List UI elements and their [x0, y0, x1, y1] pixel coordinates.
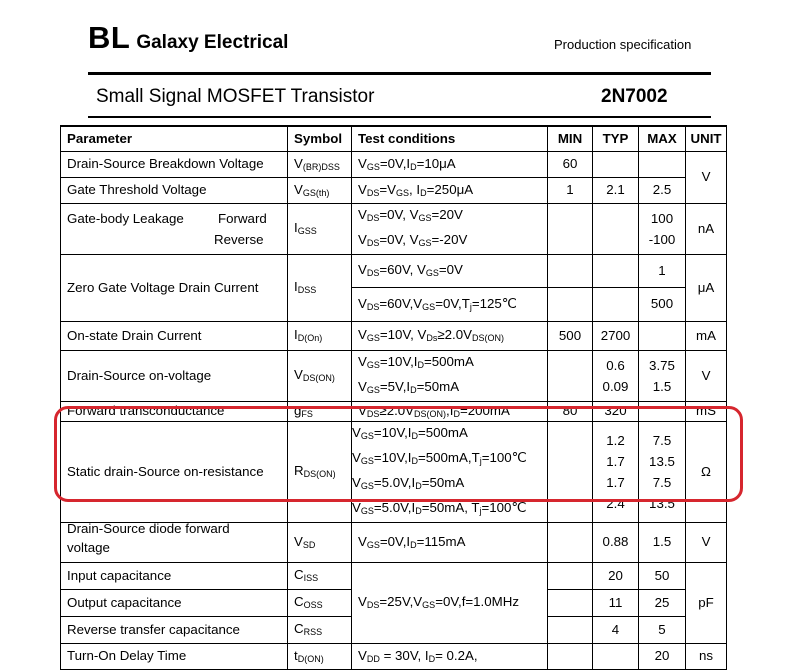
- max-cell: [639, 321, 686, 350]
- col-header-max: MAX: [639, 126, 686, 151]
- part-number: 2N7002: [601, 86, 668, 107]
- condition-cell: $V_{DS}=0V$, $V_{GS}=20V$ $V_{DS}=0V$, $V_{GS}=-20V$: [352, 203, 548, 254]
- typ-cell: 0.6 0.09: [593, 350, 639, 401]
- min-cell: 80: [548, 401, 593, 421]
- symbol-cell: $V_{(BR)DSS}$: [288, 151, 352, 177]
- max-cell: 20: [639, 643, 686, 669]
- unit-cell: V: [686, 522, 727, 562]
- typ-cell: [593, 203, 639, 254]
- header-rule-bottom: [88, 116, 711, 118]
- table-row-vdson: [61, 350, 727, 401]
- max-cell: 50: [639, 562, 686, 589]
- param-cell: Zero Gate Voltage Drain Current: [61, 254, 288, 321]
- max-cell: 500: [639, 287, 686, 321]
- unit-cell: mA: [686, 321, 727, 350]
- unit-cell: V: [686, 350, 727, 401]
- param-cell: Drain-Source Breakdown Voltage: [61, 151, 288, 177]
- max-cell: 5: [639, 616, 686, 643]
- typ-cell: 2.1: [593, 177, 639, 203]
- condition-cell: $V_{GS}=0V,I_D=10\mu A$: [352, 151, 548, 177]
- typ-cell: 4: [593, 616, 639, 643]
- table-row-vgsth: [61, 177, 727, 203]
- condition-cell: $V_{GS}=10V,I_D=500mA$ $V_{GS}=10V,I_D=500mA,T_j=100℃$ $V_{GS}=5.0V,I_D=50mA$ $V_{GS}=5.0V,I_D=50mA$, $T_j=100℃$: [352, 421, 548, 522]
- condition-cell: $V_{DS}=60V$, $V_{GS}=0V$: [352, 254, 548, 287]
- symbol-cell: $I_{DSS}$: [288, 254, 352, 321]
- unit-cell: μA: [686, 254, 727, 321]
- typ-cell: 11: [593, 589, 639, 616]
- symbol-cell: $C_{OSS}$: [288, 589, 352, 616]
- min-cell: [548, 522, 593, 562]
- symbol-cell: $C_{ISS}$: [288, 562, 352, 589]
- unit-cell: nA: [686, 203, 727, 254]
- typ-cell: [593, 643, 639, 669]
- condition-cell: $V_{DS}=60V,V_{GS}=0V,T_j=125℃$: [352, 287, 548, 321]
- min-cell: [548, 287, 593, 321]
- condition-cell: $V_{DS}\ge 2.0V_{DS(ON)},I_D=200mA$: [352, 401, 548, 421]
- symbol-cell: $I_{D(On)}$: [288, 321, 352, 350]
- table-row-idon: [61, 321, 727, 350]
- max-cell: 3.75 1.5: [639, 350, 686, 401]
- brand-short: BL: [88, 20, 131, 55]
- max-cell: 7.5 13.5 7.5 13.5: [639, 421, 686, 522]
- param-cell: [61, 203, 288, 254]
- header-rule-top: [88, 72, 711, 75]
- param-cell: Gate Threshold Voltage: [61, 177, 288, 203]
- typ-cell: 1.2 1.7 1.7 2.4: [593, 421, 639, 522]
- condition-cell: $V_{GS}=10V$, $V_{Ds}\ge 2.0V_{DS(ON)}$: [352, 321, 548, 350]
- min-cell: 60: [548, 151, 593, 177]
- spec-status: Production specification: [554, 37, 692, 52]
- param-cell: Turn-On Delay Time: [61, 643, 288, 669]
- condition-cell: $V_{GS}=0V,I_D=115mA$: [352, 522, 548, 562]
- param-cell: Drain-Source diode forward voltage: [61, 522, 288, 562]
- param-cell: Drain-Source on-voltage: [61, 350, 288, 401]
- symbol-cell: $g_{FS}$: [288, 401, 352, 421]
- max-cell: 1.5: [639, 522, 686, 562]
- typ-cell: 2700: [593, 321, 639, 350]
- col-header-min: MIN: [548, 126, 593, 151]
- symbol-cell: $V_{DS(ON)}$: [288, 350, 352, 401]
- symbol-cell: $t_{D(ON)}$: [288, 643, 352, 669]
- col-header-symbol: Symbol: [288, 126, 352, 151]
- col-header-parameter: Parameter: [61, 126, 288, 151]
- min-cell: [548, 643, 593, 669]
- symbol-cell: $C_{RSS}$: [288, 616, 352, 643]
- symbol-cell: $I_{GSS}$: [288, 203, 352, 254]
- forward-label: Forward: [218, 210, 267, 226]
- max-cell: 25: [639, 589, 686, 616]
- table-row-bvdss: [61, 151, 727, 177]
- param-cell: On-state Drain Current: [61, 321, 288, 350]
- param-cell: Reverse transfer capacitance: [61, 616, 288, 643]
- max-cell: [639, 151, 686, 177]
- spec-table: [60, 125, 727, 670]
- document-title: Small Signal MOSFET Transistor: [96, 86, 375, 107]
- typ-cell: 20: [593, 562, 639, 589]
- min-cell: [548, 203, 593, 254]
- min-cell: [548, 254, 593, 287]
- condition-cell: $V_{DS}=25V,V_{GS}=0V,f=1.0MHz$: [352, 562, 548, 643]
- typ-cell: [593, 287, 639, 321]
- typ-cell: 0.88: [593, 522, 639, 562]
- unit-cell: pF: [686, 562, 727, 643]
- param-cell: Output capacitance: [61, 589, 288, 616]
- symbol-cell: $R_{DS(ON)}$: [288, 421, 352, 522]
- table-row-idss-a: [61, 254, 727, 287]
- unit-cell: ns: [686, 643, 727, 669]
- condition-cell: $V_{DS}=V_{GS}$, $I_D=250\mu A$: [352, 177, 548, 203]
- param-cell: Static drain-Source on-resistance: [61, 421, 288, 522]
- param-cell: Forward transconductance: [61, 401, 288, 421]
- col-header-typ: TYP: [593, 126, 639, 151]
- unit-cell: mS: [686, 401, 727, 421]
- table-header-row: [61, 126, 727, 151]
- table-row-ciss: [61, 562, 727, 589]
- max-cell: 1: [639, 254, 686, 287]
- col-header-test-conditions: Test conditions: [352, 126, 548, 151]
- table-row-tdon: [61, 643, 727, 669]
- min-cell: [548, 350, 593, 401]
- highlight-annotation-box: [54, 406, 743, 502]
- min-cell: [548, 562, 593, 589]
- unit-cell: Ω: [686, 421, 727, 522]
- condition-cell: $V_{DD} = 30V$, $I_D= 0.2A$,: [352, 643, 548, 669]
- typ-cell: [593, 254, 639, 287]
- col-header-unit: UNIT: [686, 126, 727, 151]
- symbol-cell: $V_{SD}$: [288, 522, 352, 562]
- table-row-vsd: [61, 522, 727, 562]
- param-label: Gate-body Leakage: [67, 210, 184, 226]
- brand-name: Galaxy Electrical: [136, 32, 289, 53]
- unit-cell: V: [686, 151, 727, 203]
- min-cell: 500: [548, 321, 593, 350]
- typ-cell: [593, 151, 639, 177]
- typ-cell: 320: [593, 401, 639, 421]
- max-cell: 2.5: [639, 177, 686, 203]
- min-cell: 1: [548, 177, 593, 203]
- brand-logo: [88, 20, 288, 56]
- condition-cell: $V_{GS}=10V,I_D=500mA$ $V_{GS}=5V,I_D=50mA$: [352, 350, 548, 401]
- reverse-label: Reverse: [214, 231, 264, 247]
- symbol-cell: $V_{GS(th)}$: [288, 177, 352, 203]
- max-cell: 100 -100: [639, 203, 686, 254]
- param-cell: Input capacitance: [61, 562, 288, 589]
- table-row-igss: [61, 203, 727, 254]
- min-cell: [548, 589, 593, 616]
